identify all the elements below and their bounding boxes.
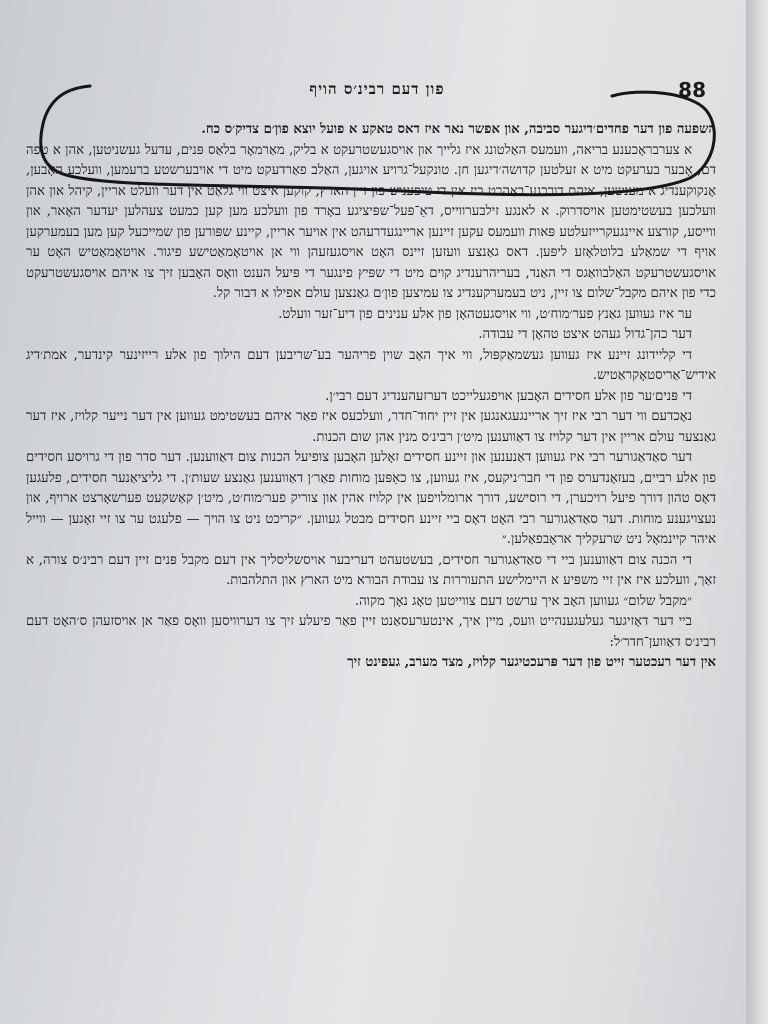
- paragraph: דער כהן־גדול געהט איצט טהאָן די עבודה.: [478, 327, 692, 342]
- paragraph: אין דער רעכטער זייט פון דער פּרעכטיגער קלויז, מצד מערב, געפינט זיך: [347, 655, 716, 670]
- paragraph: ער איז געווען גאַנץ פער׳מוח׳ט, ווי אויסגעטהאָן פון אלע ענינים פון דיע־זער וועלט.: [278, 306, 692, 322]
- running-title: פון דעם רבינ׳ס הויף: [309, 80, 445, 98]
- paragraph: די קליידונג זיינע איז געווען געשמאַקפּול, ווי איך האָב שוין פריהער בע־שריבען דעם הילוך פון אלע רייזינער קינדער, אמת׳דיג אידיש־אַריסטאָקראַטיש.: [26, 347, 716, 383]
- paragraph: די פּנים׳ער פון אלע חסידים האָבען אויפגעלייכט דערזעהענדיג דעם רבי׳ן.: [325, 388, 692, 404]
- paragraph: ״מקבל שלום״ געווען האָב איך ערשט דעם צווייטען טאָג נאָך מקוה.: [354, 593, 692, 609]
- document-sheet: [18, 60, 736, 1024]
- page-number: 88: [678, 78, 706, 102]
- paragraph: נאָכדעם ווי דער רבי איז זיך אריינגעגאנגען אין זיין יחוד־חדר, וועלכעס איז פאַר איהם בעשטימט געווען אין דער נייער קלויז, איז דער גאַנצער עולם אריין אין דער קלויז צו דאַווענען מיט׳ן רבינ׳ס מנין אהן שום הכנות.: [26, 409, 716, 445]
- paragraph: די הכנה צום דאַווענען ביי די סאַדאַגורער חסידים, בעשטעהט דעריבער אויסשליסליך אין דעם מקבל פּנים זיין דעם רבינ׳ס צורה, א זאַך, וועלכע איז אין זיי משפּיע א היימלישע התעוררות צו עבודת הבורא מיט הארץ און התלהבות.: [26, 552, 716, 588]
- page-edge: [746, 0, 768, 1024]
- body-text: [26, 120, 716, 674]
- paragraph: ביי דער דאָזיגער געלעגענהייט וועס, מיין איך, אינטערעסאַנט זיין פאַר פיעלע זיך צו דערוויסען וואָס פאַר אן אויסזעהן ס׳האָט דעם רבינ׳ס דאַווען־חדר׳ל:: [26, 614, 716, 650]
- paragraph: דער סאַדאַגורער רבי איז געווען דאַנענען און זיינע חסידים זאָלען האָבען צופיעל הכנות צום דאַווענען. דער סדר פון די גרויסע חסידים פון אלע רביים, בעזאָנדערס פון די חבר׳ניקעס, איז געווען, צו כאַפּען מוחות פאַר׳ן דאַווענען גאַנצע שעות׳ן. די גליציאַנער חסידים, פלעגען דאָס טהון דורך פיעל רויכערן, די רוסישע, דורך ארומלויפען אין קלויז אהין און צוריק פער׳מוח׳ט, מיט׳ן קאַשקעט פערשאָרצט ארויף, און נעצויגענע מוחות. דער סאַדאַגורער רבי האָט דאָס ביי זיינע חסידים מבטל געווען. ״קריכט ניט צו הויך — פלעגט ער צו זיי זאָגען — ווייל איהר קיינמאָל ניט שרעקליך אראָבפאַלען.״: [26, 450, 716, 547]
- paragraph: השפעה פון דער פחדים׳דיגער סביבה, און אפשר נאר איז דאס טאקע א פועל יוצא פון׳ם צדיק׳ס כח.: [201, 122, 716, 137]
- paragraph: א צערבראָכענע בריאה, וועמעס האַלטונג איז גלייך און אויסגעשטרעקט א בליק, מאַרמאָר בלאַס פּנים, עדעל געשניטען, אהן א טפה דם, אָבער בערעקט מיט א זעלטען קדושה׳דיגען חן. טונקעל־גרויע אויגען, האַלב פאַרדעקט מיט די אויבערשטע ברעמען, וועלכע האָבען, אָנקוקענדיג א מענשען, איהם דורכגע־באַהרט ביז אין די טיפעניש פון זיין הארץ, קוקען איצט ווי גלאַט אין דער וועלט אריין, קיהל און אהן וועלכען בעשטימטען אויסדרוק. א לאנגע זילבערווייס, דאַ־פּעל־שפּיציגע באָרד פון וועלכע מען קען כמעט צעהלען יעדער האָאר, און ווייסע, קורצע איינגעקרייזעלטע פּאות וועמעס עקען זיינען אריינגעדרעהט אין אויער אריין, קיינע שפּורען פון שמייכעל קען מען בעמערקען אויף די שמאַלע בלוטלאָזע ליפּען. דאס גאַנצע וועזען זיינס האָט אויסגעזעהן ווי אן אויטאָמאַטישע פיגור. אויטאָמאַטיש האָט ער אויסגעשטרעקט האַלבוואַגס די האַנד, בעריהרענדיג קוים מיט די שפּיץ פינגער די פּיעל הענט וואָס האָבען זיך צו איהם אויסגעשטרעקט כדי פון איהם מקבל־שלום צו זיין, ניט בעמערקענדיג צו עמיצען פון׳ם גאַנצען עולם אפילו א דבור קל.: [26, 142, 716, 301]
- running-head: [18, 68, 736, 102]
